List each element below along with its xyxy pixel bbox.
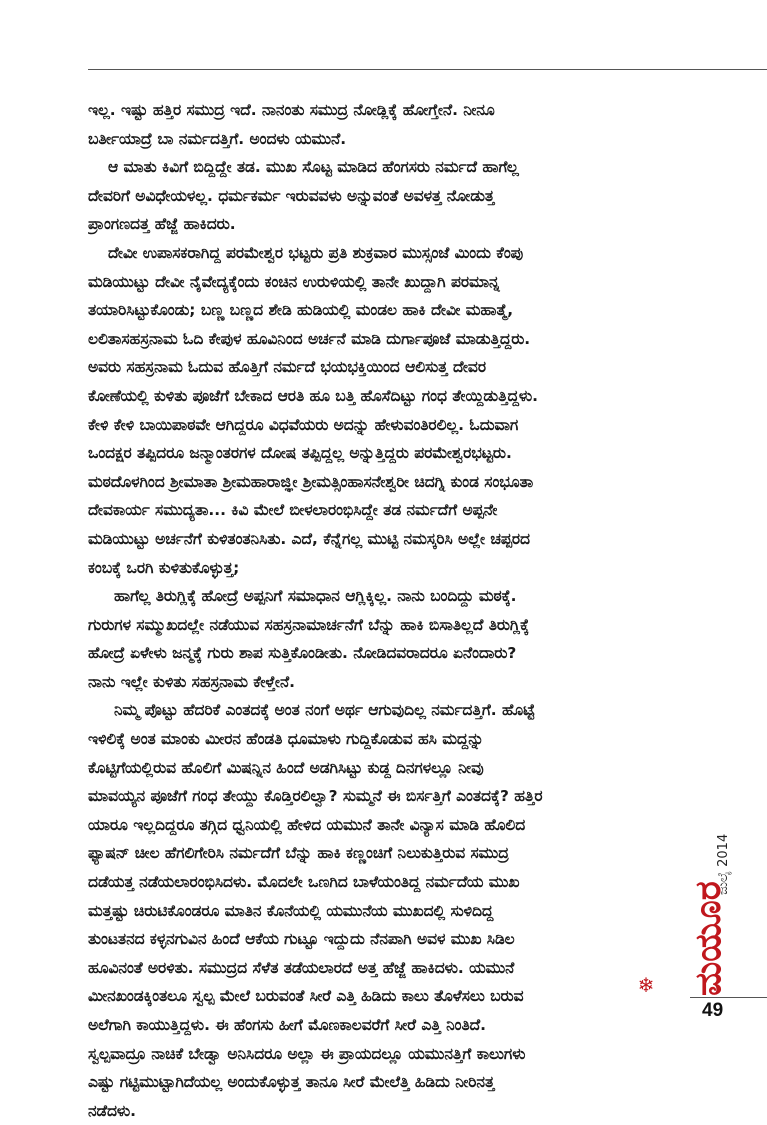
text-line: ಸ್ವಲ್ಪವಾದ್ರೂ ನಾಚಿಕೆ ಬೇಡ್ವಾ ಅನಿಸಿದರೂ ಅಲ್ಲಾ ಈ ಪ್ರಾಯದಲ್ಲೂ ಯಮುನತ್ತಿಗೆ ಕಾಲುಗಳು (88, 1044, 526, 1063)
text-line: ಇಳಿಲಿಕ್ಕೆ ಅಂತ ಮಾಂಕು ಮೀರನ ಹೆಂಡತಿ ಧೂಮಾಳು ಗುದ್ದಿಕೊಡುವ ಹಸಿ ಮದ್ದನ್ನು (88, 730, 484, 749)
text-line: ದೇವೀ ಉಪಾಸಕರಾಗಿದ್ದ ಪರಮೇಶ್ವರ ಭಟ್ಟರು ಪ್ರತಿ ಶುಕ್ರವಾರ ಮುಸ್ಸಂಜೆ ಮಿಂದು ಕೆಂಪು (108, 243, 524, 262)
text-line: ಪ್ರಾಂಗಣದತ್ತ ಹೆಜ್ಜೆ ಹಾಕಿದರು. (88, 215, 236, 234)
text-line: ಲಲಿತಾಸಹಸ್ರನಾಮ ಓದಿ ಕೇಪುಳ ಹೂವಿನಿಂದ ಅರ್ಚನೆ ಮಾಡಿ ದುರ್ಗಾಪೂಜೆ ಮಾಡುತ್ತಿದ್ದರು. (88, 329, 531, 348)
text-line: ನಿಮ್ಮ ಪೊಟ್ಟು ಹೆದರಿಕೆ ಎಂತದಕ್ಕೆ ಅಂತ ನಂಗೆ ಅರ್ಥ ಆಗುವುದಿಲ್ಲ ನರ್ಮದತ್ತಿಗೆ. ಹೊಟ್ಟೆ (114, 701, 535, 720)
top-rule (88, 69, 767, 70)
text-line: ಒಂದಕ್ಷರ ತಪ್ಪಿದರೂ ಜನ್ಮಾಂತರಗಳ ದೋಷ ತಪ್ಪಿದ್ದಲ್ಲ ಅನ್ನುತ್ತಿದ್ದರು ಪರಮೇಶ್ವರಭಟ್ಟರು. (88, 444, 512, 463)
text-line: ಗುರುಗಳ ಸಮ್ಮುಖದಲ್ಲೇ ನಡೆಯುವ ಸಹಸ್ರನಾಮಾರ್ಚನೆಗೆ ಬೆನ್ನು ಹಾಕಿ ಬಿಸಾತಿಲ್ಲದೆ ತಿರುಗ್ಲಿಕ್ಕೆ (88, 615, 530, 634)
text-line: ಮತ್ತಷ್ಟು ಚಿರುಟಿಕೊಂಡರೂ ಮಾತಿನ ಕೊನೆಯಲ್ಲಿ ಯಮುನೆಯ ಮುಖದಲ್ಲಿ ಸುಳಿದಿದ್ದ (88, 901, 494, 920)
text-line: ಆ ಮಾತು ಕಿವಿಗೆ ಬಿದ್ದಿದ್ದೇ ತಡ. ಮುಖ ಸೊಟ್ಟ ಮಾಡಿದ ಹೆಂಗಸರು ನರ್ಮದೆ ಹಾಗೆಲ್ಲ (108, 158, 519, 177)
text-line: ಹಾಗೆಲ್ಲ ತಿರುಗ್ಲಿಕ್ಕೆ ಹೋದ್ರೆ ಅಪ್ಪನಿಗೆ ಸಮಾಧಾನ ಆಗ್ಲಿಕ್ಕಿಲ್ಲ. ನಾನು ಬಂದಿದ್ದು ಮಠಕ್ಕೆ. (114, 587, 517, 606)
text-line: ದೇವರಿಗೆ ಅವಿಧೇಯಳಲ್ಲ. ಧರ್ಮಕರ್ಮ ಇರುವವಳು ಅನ್ನುವಂತೆ ಅವಳತ್ತ ನೋಡುತ್ತ (88, 186, 495, 205)
text-line: ಇಲ್ಲ. ಇಷ್ಟು ಹತ್ತಿರ ಸಮುದ್ರ ಇದೆ. ನಾನಂತು ಸಮುದ್ರ ನೋಡ್ಲಿಕ್ಕೆ ಹೋಗ್ತೇನೆ. ನೀನೂ (88, 101, 495, 119)
page-number: 49 (702, 1000, 724, 1021)
text-line: ಕೊಟ್ಟಿಗೆಯಲ್ಲಿರುವ ಹೊಲಿಗೆ ಮಿಷನ್ನಿನ ಹಿಂದೆ ಅಡಗಿಸಿಟ್ಟು ಕುಡ್ದ ದಿನಗಳಲ್ಲೂ ನೀವು (88, 758, 484, 777)
text-line: ತುಂಟತನದ ಕಳ್ಳನಗುವಿನ ಹಿಂದೆ ಆಕೆಯ ಗುಟ್ಟೂ ಇದ್ದುದು ನೆನಪಾಗಿ ಅವಳ ಮುಖ ಸಿಡಿಲ (88, 930, 515, 949)
text-line: ಎಷ್ಟು ಗಟ್ಟಿಮುಟ್ಟಾಗಿದೆಯಲ್ಲ ಅಂದುಕೊಳ್ಳುತ್ತ ತಾನೂ ಸೀರೆ ಮೇಲೆತ್ತಿ ಹಿಡಿದು ನೀರಿನತ್ತ (88, 1073, 495, 1092)
text-line: ನಾನು ಇಲ್ಲೇ ಕುಳಿತು ಸಹಸ್ರನಾಮ ಕೇಳ್ತೇನೆ. (88, 672, 295, 691)
masthead-logo (676, 812, 736, 998)
text-line: ಕೇಳಿ ಕೇಳಿ ಬಾಯಿಪಾಠವೇ ಆಗಿದ್ದರೂ ವಿಧವೆಯರು ಅದನ್ನು ಹೇಳುವಂತಿರಲಿಲ್ಲ. ಓದುವಾಗ (88, 415, 519, 434)
story-text (88, 96, 680, 1125)
masthead-text: ಮಯೂರ (688, 881, 729, 996)
text-line: ಅಲೆಗಾಗಿ ಕಾಯುತ್ತಿದ್ದಳು. ಈ ಹೆಂಗಸು ಹೀಗೆ ಮೊಣಕಾಲವರೆಗೆ ಸೀರೆ ಎತ್ತಿ ನಿಂತಿದೆ. (88, 1016, 487, 1034)
text-line: ಕೋಣೆಯಲ್ಲಿ ಕುಳಿತು ಪೂಜೆಗೆ ಬೇಕಾದ ಆರತಿ ಹೂ ಬತ್ತಿ ಹೊಸೆದಿಟ್ಟು ಗಂಧ ತೇಯ್ದಿಡುತ್ತಿದ್ದಳು. (88, 386, 538, 405)
text-line: ಫ್ಯಾಷನ್ ಚೀಲ ಹೆಗಲಿಗೇರಿಸಿ ನರ್ಮದೆಗೆ ಬೆನ್ನು ಹಾಕಿ ಕಣ್ಣಂಚಿಗೆ ನಿಲುಕುತ್ತಿರುವ ಸಮುದ್ರ (88, 844, 509, 863)
text-line: ಮಾವಯ್ಯನ ಪೂಜೆಗೆ ಗಂಧ ತೇಯ್ದು ಕೊಡ್ತಿರಲಿಲ್ವಾ? ಸುಮ್ಮನೆ ಈ ಬಿರ್ಸತ್ತಿಗೆ ಎಂತದಕ್ಕೆ? ಹತ್ತಿರ (88, 787, 543, 806)
text-line: ಹೋದ್ರೆ ಏಳೇಳು ಜನ್ಮಕ್ಕೆ ಗುರು ಶಾಪ ಸುತ್ತಿಕೊಂಡೀತು. ನೋಡಿದವರಾದರೂ ಏನೆಂದಾರು? (88, 644, 517, 663)
text-line: ಮಠದೊಳಗಿಂದ ಶ್ರೀಮಾತಾ ಶ್ರೀಮಹಾರಾಜ್ಞೀ ಶ್ರೀಮತ್ಸಿಂಹಾಸನೇಶ್ವರೀ ಚಿದಗ್ನಿ ಕುಂಡ ಸಂಭೂತಾ (88, 472, 534, 491)
text-line: ಹೂವಿನಂತೆ ಅರಳಿತು. ಸಮುದ್ರದ ಸೆಳೆತ ತಡೆಯಲಾರದೆ ಅತ್ತ ಹೆಜ್ಜೆ ಹಾಕಿದಳು. ಯಮುನೆ (88, 958, 515, 977)
text-line: ಮಡಿಯುಟ್ಟು ಅರ್ಚನೆಗೆ ಕುಳಿತಂತನಿಸಿತು. ಎದೆ, ಕೆನ್ನೆಗಲ್ಲ ಮುಟ್ಟಿ ನಮಸ್ಕರಿಸಿ ಅಲ್ಲೇ ಚಪ್ಪರದ (88, 529, 531, 548)
text-line: ಮಡಿಯುಟ್ಟು ದೇವೀ ನೈವೇದ್ಯಕ್ಕೆಂದು ಕಂಚಿನ ಉರುಳಿಯಲ್ಲಿ ತಾನೇ ಖುದ್ದಾಗಿ ಪರಮಾನ್ನ (88, 272, 500, 291)
text-line: ಅವರು ಸಹಸ್ರನಾಮ ಓದುವ ಹೊತ್ತಿಗೆ ನರ್ಮದೆ ಭಯಭಕ್ತಿಯಿಂದ ಆಲಿಸುತ್ತ ದೇವರ (88, 358, 486, 377)
text-line: ತಯಾರಿಸಿಟ್ಟುಕೊಂಡು; ಬಣ್ಣ ಬಣ್ಣದ ಶೇಡಿ ಹುಡಿಯಲ್ಲಿ ಮಂಡಲ ಹಾಕಿ ದೇವೀ ಮಹಾತ್ಮೆ, (88, 301, 514, 320)
text-line: ಬರ್ತೀಯಾದ್ರೆ ಬಾ ನರ್ಮದತ್ತಿಗೆ. ಅಂದಳು ಯಮುನೆ. (88, 129, 347, 148)
snowflake-icon: ❄ (637, 973, 655, 997)
bottom-rule (690, 997, 767, 998)
text-line: ಯಾರೂ ಇಲ್ಲದಿದ್ದರೂ ತಗ್ಗಿದ ಧ್ವನಿಯಲ್ಲಿ ಹೇಳಿದ ಯಮುನೆ ತಾನೇ ವಿನ್ಯಾಸ ಮಾಡಿ ಹೊಲಿದ (88, 815, 526, 834)
text-line: ಕಂಬಕ್ಕೆ ಒರಗಿ ಕುಳಿತುಕೊಳ್ಳುತ್ತ; (88, 558, 240, 577)
text-line: ನಡೆದಳು. (88, 1101, 137, 1120)
text-line: ಮೀನಖಂಡಕ್ಕಿಂತಲೂ ಸ್ವಲ್ಪ ಮೇಲೆ ಬರುವಂತೆ ಸೀರೆ ಎತ್ತಿ ಹಿಡಿದು ಕಾಲು ತೊಳೆಸಲು ಬರುವ (88, 987, 524, 1006)
text-line: ದೇವಕಾರ್ಯ ಸಮುದ್ಯತಾ... ಕಿವಿ ಮೇಲೆ ಬೀಳಲಾರಂಭಿಸಿದ್ದೇ ತಡ ನರ್ಮದೆಗೆ ಅಪ್ಪನೇ (88, 501, 498, 520)
text-line: ದಡೆಯತ್ತ ನಡೆಯಲಾರಂಭಿಸಿದಳು. ಮೊದಲೇ ಒಣಗಿದ ಬಾಳೆಯಂತಿದ್ದ ನರ್ಮದೆಯ ಮುಖ (88, 873, 520, 892)
issue-date-label: ಜುಲೈ 2014 (716, 833, 731, 895)
